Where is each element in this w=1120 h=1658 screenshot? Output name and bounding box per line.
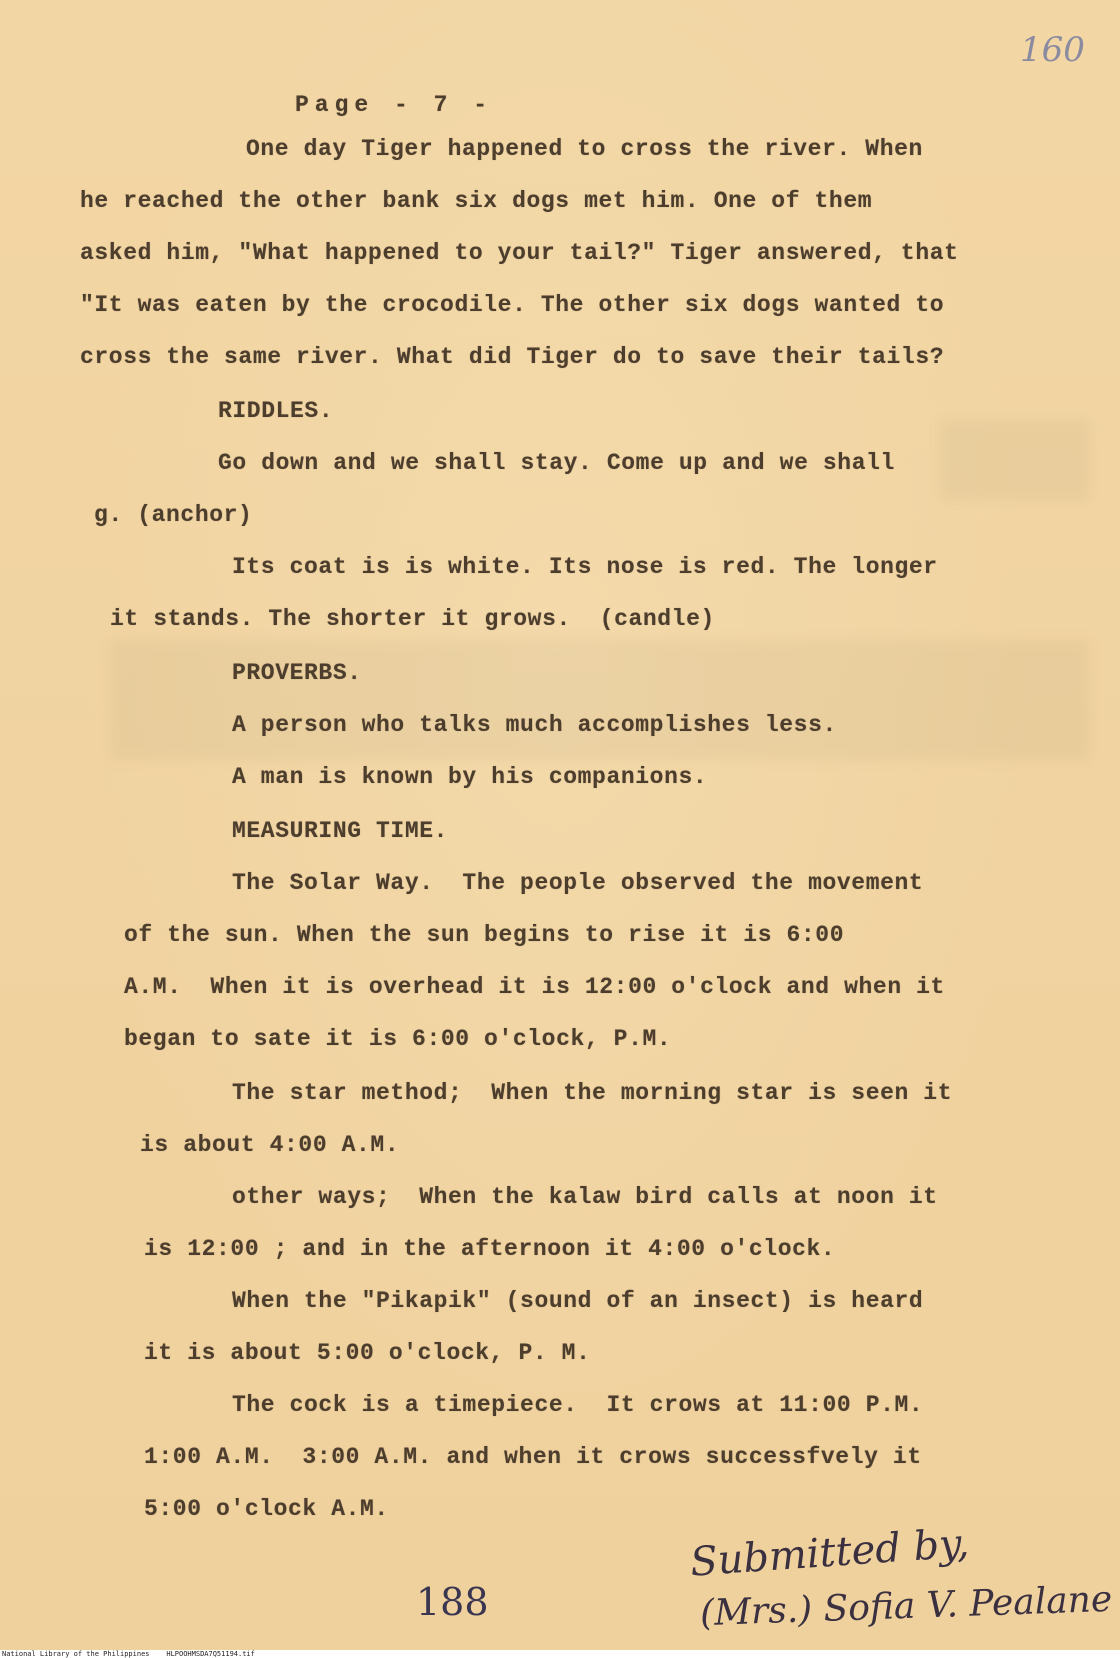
riddle-text: Its coat is is white. Its nose is red. The longer <box>232 554 938 580</box>
measuring-text: When the "Pikapik" (sound of an insect) is heard <box>232 1288 924 1314</box>
measuring-text: A.M. When it is overhead it is 12:00 o'clock and when it <box>124 974 945 1000</box>
measuring-text: of the sun. When the sun begins to rise it is 6:00 <box>124 922 845 948</box>
story-line: asked him, "What happened to your tail?" Tiger answered, that <box>80 240 959 266</box>
riddle-text: g. (anchor) <box>94 502 253 528</box>
bottom-page-number: 188 <box>416 1580 489 1624</box>
proverb-text: A person who talks much accomplishes less. <box>232 712 837 738</box>
measuring-text: is 12:00 ; and in the afternoon it 4:00 o'clock. <box>144 1236 836 1262</box>
riddle-text: Go down and we shall stay. Come up and we shall <box>218 450 895 476</box>
proverb-text: A man is known by his companions. <box>232 764 708 790</box>
corner-page-number: 160 <box>1020 30 1085 70</box>
measuring-text: The cock is a timepiece. It crows at 11:00 P.M. <box>232 1392 924 1418</box>
story-line: "It was eaten by the crocodile. The other six dogs wanted to <box>80 292 945 318</box>
story-line: cross the same river. What did Tiger do to save their tails? <box>80 344 945 370</box>
measuring-text: 5:00 o'clock A.M. <box>144 1496 389 1522</box>
measuring-text: 1:00 A.M. 3:00 A.M. and when it crows successfvely it <box>144 1444 922 1470</box>
measuring-text: The Solar Way. The people observed the movement <box>232 870 924 896</box>
measuring-text: other ways; When the kalaw bird calls at noon it <box>232 1184 938 1210</box>
bleed-through-shadow <box>110 640 1090 760</box>
measuring-text: began to sate it is 6:00 o'clock, P.M. <box>124 1026 672 1052</box>
measuring-text: The star method; When the morning star is seen it <box>232 1080 953 1106</box>
story-line: he reached the other bank six dogs met him. One of them <box>80 188 873 214</box>
measuring-text: it is about 5:00 o'clock, P. M. <box>144 1340 591 1366</box>
bleed-through-shadow <box>940 420 1090 500</box>
page-label: Page - 7 - <box>295 92 494 118</box>
signature-submitted-by: Submitted by, <box>688 1520 971 1586</box>
measuring-text: is about 4:00 A.M. <box>140 1132 400 1158</box>
story-line: One day Tiger happened to cross the river. When <box>246 136 923 162</box>
scan-footer-text: National Library of the Philippines HLPOOHMSDA7Q51194.tif <box>2 1650 255 1658</box>
riddle-text: it stands. The shorter it grows. (candle) <box>110 606 715 632</box>
scan-footer <box>0 1650 1120 1658</box>
riddles-heading: RIDDLES. <box>218 398 334 424</box>
measuring-time-heading: MEASURING TIME. <box>232 818 449 844</box>
proverbs-heading: PROVERBS. <box>232 660 362 686</box>
signature-name: (Mrs.) Sofia V. Pealane <box>699 1578 1113 1635</box>
